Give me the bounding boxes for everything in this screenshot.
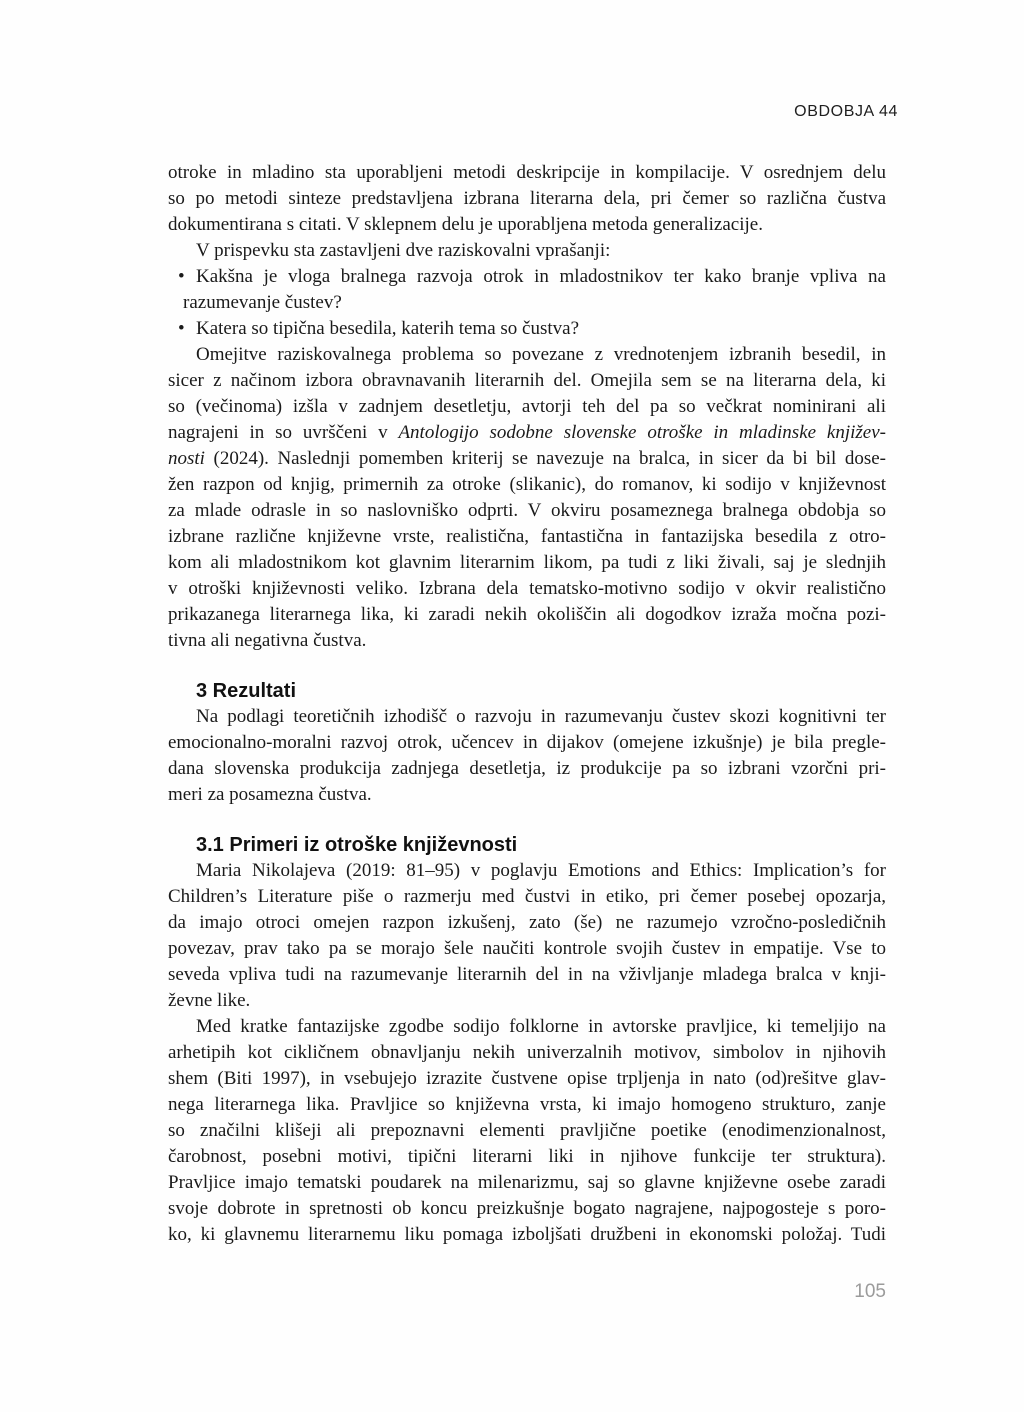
text-segment: arhetipih kot cikličnem obnavljanju nekih univerzalnih motivov, simbolov in njihovih <box>168 1042 886 1063</box>
text-segment: izbrane različne književne vrste, realistična, fantastična in fantazijska besedila z otro- <box>168 526 886 547</box>
paragraph <box>168 704 886 808</box>
bullet-icon: • <box>178 318 185 339</box>
text-segment: povezav, prav tako pa se morajo šele naučiti kontrole svojih čustev in empatije. Vse to <box>168 938 886 959</box>
text-line <box>168 1014 886 1040</box>
text-segment: emocionalno-moralni razvoj otrok, učencev in dijakov (omejene izkušnje) je bila pregle- <box>168 732 886 753</box>
text-segment: svoje dobrote in spretnosti ob koncu preizkušnje bogato nagrajene, najpogosteje s poro- <box>168 1198 886 1219</box>
text-segment: razumevanje čustev? <box>183 292 342 313</box>
text-segment: Children’s Literature piše o razmerju med čustvi in etiko, pri čemer posebej opozarja, <box>168 886 886 907</box>
page-content <box>168 160 886 1248</box>
text-segment: da imajo otroci omejen razpon izkušenj, zato (še) ne razumejo vzročno-posledičnih <box>168 912 886 933</box>
text-line <box>168 446 886 472</box>
text-segment: seveda vpliva tudi na razumevanje literarnih del in na vživljanje mladega bralca v knji- <box>168 964 886 985</box>
text-line <box>168 988 886 1014</box>
text-segment: dokumentirana s citati. V sklepnem delu je uporabljena metoda generalizacije. <box>168 214 763 235</box>
text-line <box>168 1040 886 1066</box>
text-segment: 3 Rezultati <box>196 680 297 702</box>
text-line <box>168 602 886 628</box>
text-line <box>168 704 886 730</box>
text-segment: nega literarnega lika. Pravljice so književna vrsta, ki imajo homogeno strukturo, zanje <box>168 1094 886 1115</box>
paragraph <box>168 342 886 654</box>
text-segment: kom ali mladostnikom kot glavnim literarnim likom, pa tudi z liki živali, saj je slednjih <box>168 552 886 573</box>
text-line <box>168 342 886 368</box>
text-segment: za mlade odrasle in so naslovniško odprti. V okviru posameznega bralnega obdobja so <box>168 500 886 521</box>
text-line <box>168 238 886 264</box>
text-segment: nagrajeni in so uvrščeni v <box>168 422 399 443</box>
text-line <box>168 1092 886 1118</box>
text-line <box>168 186 886 212</box>
text-line <box>168 962 886 988</box>
text-segment: Katera so tipična besedila, katerih tema so čustva? <box>196 318 580 339</box>
text-line <box>168 368 886 394</box>
text-segment: (2024). Naslednji pomemben kriterij se navezuje na bralca, in sicer da bi bil dose- <box>204 448 886 469</box>
text-line <box>168 212 886 238</box>
text-segment: V prispevku sta zastavljeni dve raziskovalni vprašanji: <box>196 240 611 261</box>
text-line <box>168 576 886 602</box>
paragraph <box>168 238 886 264</box>
italic-text-segment: Antologijo sodobne slovenske otroške in mladinske književ- <box>398 422 886 443</box>
text-segment: ko, ki glavnemu literarnemu liku pomaga izboljšati družbeni in ekonomski položaj. Tudi <box>168 1224 886 1245</box>
bullet-icon: • <box>178 266 185 287</box>
text-segment: so značilni klišeji ali prepoznavni elementi pravljične poetike (enodimenzionalnost, <box>168 1120 886 1141</box>
paragraph <box>168 160 886 238</box>
text-segment: čarobnost, posebni motivi, tipični literarni liki in njihove funkcije ter struktura). <box>168 1146 886 1167</box>
text-line <box>168 394 886 420</box>
text-line <box>168 910 886 936</box>
text-segment: Maria Nikolajeva (2019: 81–95) v poglavju Emotions and Ethics: Implication’s for <box>196 860 886 881</box>
text-segment: prikazanega literarnega lika, ki zaradi nekih okoliščin ali dogodkov izraža močna pozi- <box>168 604 886 625</box>
text-line <box>168 316 886 342</box>
text-line <box>168 472 886 498</box>
text-segment: Kakšna je vloga bralnega razvoja otrok in mladostnikov ter kako branje vpliva na <box>196 266 886 287</box>
text-segment: Omejitve raziskovalnega problema so povezane z vrednotenjem izbranih besedil, in <box>196 344 886 365</box>
text-line <box>168 1222 886 1248</box>
text-segment: sicer z načinom izbora obravnavanih literarnih del. Omejila sem se na literarna dela, ki <box>168 370 886 391</box>
text-line <box>168 884 886 910</box>
text-line <box>168 290 886 316</box>
text-line <box>168 782 886 808</box>
text-segment: Med kratke fantazijske zgodbe sodijo folklorne in avtorske pravljice, ki temeljijo na <box>196 1016 886 1037</box>
text-line <box>168 936 886 962</box>
text-segment: Na podlagi teoretičnih izhodišč o razvoju in razumevanju čustev skozi kognitivni ter <box>196 706 886 727</box>
text-line <box>196 832 886 858</box>
italic-text-segment: nosti <box>168 448 205 469</box>
text-segment: v otroški književnosti veliko. Izbrana dela tematsko-motivno sodijo v okvir realistično <box>168 578 886 599</box>
text-line <box>196 678 886 704</box>
text-line <box>168 550 886 576</box>
text-line <box>168 1196 886 1222</box>
page-number: 105 <box>854 1281 886 1302</box>
text-line <box>168 858 886 884</box>
text-line <box>168 756 886 782</box>
text-line <box>168 1170 886 1196</box>
paragraph <box>168 858 886 1014</box>
text-segment: Pravljice imajo tematski poudarek na milenarizmu, saj so glavne književne osebe zaradi <box>168 1172 886 1193</box>
text-line <box>168 264 886 290</box>
text-segment: žen razpon od knjig, primernih za otroke (slikanic), do romanov, ki sodijo v književnost <box>168 474 886 495</box>
running-header: OBDOBJA 44 <box>794 103 898 120</box>
text-line <box>168 160 886 186</box>
text-segment: so po metodi sinteze predstavljena izbrana literarna dela, pri čemer so različna čustva <box>168 188 886 209</box>
text-segment: shem (Biti 1997), in vsebujejo izrazite čustvene opise trpljenja in nato (od)rešitve glav- <box>168 1068 886 1089</box>
text-segment: dana slovenska produkcija zadnjega desetletja, iz produkcije pa so izbrani vzorčni pri- <box>168 758 886 779</box>
text-segment: ževne like. <box>168 990 251 1011</box>
section-heading <box>168 832 886 858</box>
text-line <box>168 1118 886 1144</box>
text-line <box>168 1144 886 1170</box>
text-line <box>168 1066 886 1092</box>
text-line <box>168 498 886 524</box>
text-segment: tivna ali negativna čustva. <box>168 630 367 651</box>
text-line <box>168 730 886 756</box>
paragraph <box>168 1014 886 1248</box>
text-segment: meri za posamezna čustva. <box>168 784 372 805</box>
text-line <box>168 628 886 654</box>
text-segment: so (večinoma) izšla v zadnjem desetletju, avtorji teh del pa so večkrat nominirani ali <box>168 396 886 417</box>
text-segment: 3.1 Primeri iz otroške književnosti <box>196 834 518 856</box>
bullet-item <box>168 316 886 342</box>
section-heading <box>168 678 886 704</box>
text-line <box>168 420 886 446</box>
text-segment: otroke in mladino sta uporabljeni metodi deskripcije in kompilacije. V osrednjem delu <box>168 162 886 183</box>
bullet-item <box>168 264 886 316</box>
text-line <box>168 524 886 550</box>
